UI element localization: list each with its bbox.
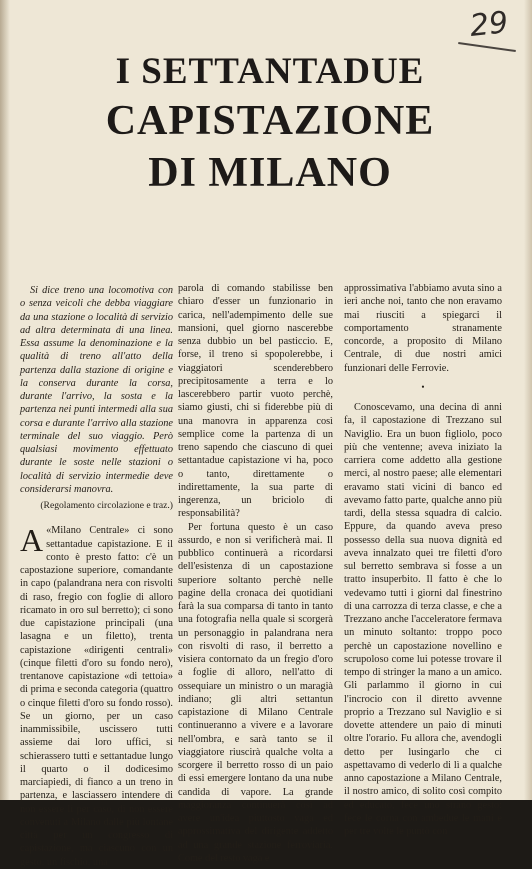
title-line-1: I SETTANTADUE — [115, 51, 425, 92]
drop-cap: A — [20, 522, 44, 559]
column-1 — [20, 284, 173, 869]
column-2 — [178, 282, 333, 865]
body-col1-text: «Milano Centrale» ci sono settantadue capistazione. E il conto è presto fatto: c'è un capostazione superiore, comandante in capo (palandrana nera con risvolti di raso, fregio con foglie di alloro ricamato in oro sul berretto); ci sono due capistazione principali (una lasagna e un filetto), trenta capistazione «dirigenti centrali» (cinque filetti d'oro su fondo nero), trentanove capistazione «di tettoia» di prima e seconda categoria (quattro o cinque filetti d'oro su fondo rosso). Se un giorno, per un caso inammissibile, uscissero tutti assieme dai loro uffici, si schierassero tutti e settantadue lungo il quarto o il dodicesimo marciapiedi, di fianco a un treno in partenza, e lasciassero intendere di non essere lì per caso, di non essere convenuti a Milano dalle più lontane città per un congresso di capistazione, ma ciascuno con un gesto, un fischio, una — [20, 525, 173, 868]
epigraph-source: (Regolamento circolazione e traz.) — [40, 500, 173, 511]
handwritten-page-number: 29 — [468, 5, 510, 44]
body-col3-paragraph-a: approssimativa l'abbiamo avuta sino a ieri anche noi, tanto che non eravamo mai riusciti a spiegarci il comportamento stranamente concorde, a proposito di Milano Centrale, di due nostri amici funzionari delle Ferrovie. — [344, 283, 502, 374]
body-col2-paragraph-a: parola di comando stabilisse ben chiaro d'esser un funzionario in carica, nell'adempimento delle sue mansioni, quel giorno nascerebbe senza dubbio un bel pasticcio. E, forse, il treno si spopolerebbe, i viaggiatori scenderebbero precipitosamente a terra e lo lascerebbero partir vuoto perchè, siamo giusti, chi si fiderebbe più di una manovra in apparenza così semplice come la partenza di un treno sapendo che ciascuno di quei settantadue capistazione vi ha, poco o tanto, direttamente o indirettamente, la sua parte di ingerenza, un briciolo di responsabilità? — [178, 283, 333, 520]
body-col3-paragraph-b: Conoscevamo, una decina di anni fa, il capostazione di Trezzano sul Naviglio. Era un buon figliolo, poco più che ventenne; aveva iniziato la carriera come addetto alla gestione merci, al nostro paese; alle elementari eravamo stati vicini di banco ed avevamo fatto parte, qualche anno più tardi, della stessa squadra di calcio. Eppure, da quando aveva preso possesso della sua nuova dignità ed aveva innalzato quei tre filetti d'oro sul berretto sembrava si fosse a un tratto insuperbito. Il fatto è che lo vedevamo tutti i giorni dal finestrino di una carrozza di terza classe, e che a Trezzano anche l'acceleratore fermava un minuto soltanto: troppo poco perchè un capostazione novellino e scrupoloso come lui potesse trovare il tempo di stringer la mano a un amico. Gli parlammo il giorno in cui l'incrocio con il diretto avvenne proprio a Trezzano sul Naviglio e si dovette attendere un paio di minuti oltre l'orario. Fu allora che, avendogli detto per lusingarlo che ci aspettavamo di vederlo di lì a qualche anno capostazione a Milano Centrale, il nostro amico, di solito così compito ed educato, fece uno strano gesto: fece le corna con ambedue le mani e per tre volte le puntò con — [344, 402, 502, 837]
body-col2-paragraph-b: Per fortuna questo è un caso assurdo, e non si verificherà mai. Il pubblico continuerà a ricordarsi dell'esistenza di un capostazione superiore soltanto perchè nelle pagine della cronaca dei quotidiani farà la sua comparsa di tanto in tanto una fotografia nella quale si scorgerà un personaggio in palandrana nera con risvolti di raso, il berretto a visiera contornato da un fregio d'oro a foglie di alloro, nell'atto di ossequiare un ministro o un maragià indiano; gli altri settantun capistazione di Milano Centrale continueranno a vivere e a lavorare nell'ombra, e sarà tanto se il viaggiatore riuscirà qualche volta a scorgere il berretto rosso di un paio di essi emergere lontano da una nube candida di vapore. La grande maggioranza continuerà così ad avere un'idea piuttosto vaga ed approssimativa del dirigente addetto ad una grande stazione ferroviaria. Come del resto vaga e — [178, 521, 333, 864]
epigraph: Si dice treno una locomotiva con o senza veicoli che debba viaggiare da una stazione o località di servizio ad altra determinata di una linea. Essa assume la denominazione e la qualità di treno all'atto della partenza dalla stazione di origine e la conserva durante la corsa, durante l'arrivo, la sosta e la partenza nei punti intermedi alla sua corsa e durante l'arrivo alla stazione terminale del suo viaggio. Però qualsiasi movimento effettuato durante le soste nelle stazioni o località di servizio intermedie deve considerarsi manovra. — [20, 285, 173, 495]
column-3 — [344, 282, 502, 838]
title-line-3: DI MILANO — [148, 150, 392, 196]
article-title — [60, 50, 480, 198]
title-line-2: CAPISTAZIONE — [105, 98, 435, 144]
section-bullet: • — [421, 381, 425, 392]
body-paragraph-1 — [20, 524, 173, 869]
